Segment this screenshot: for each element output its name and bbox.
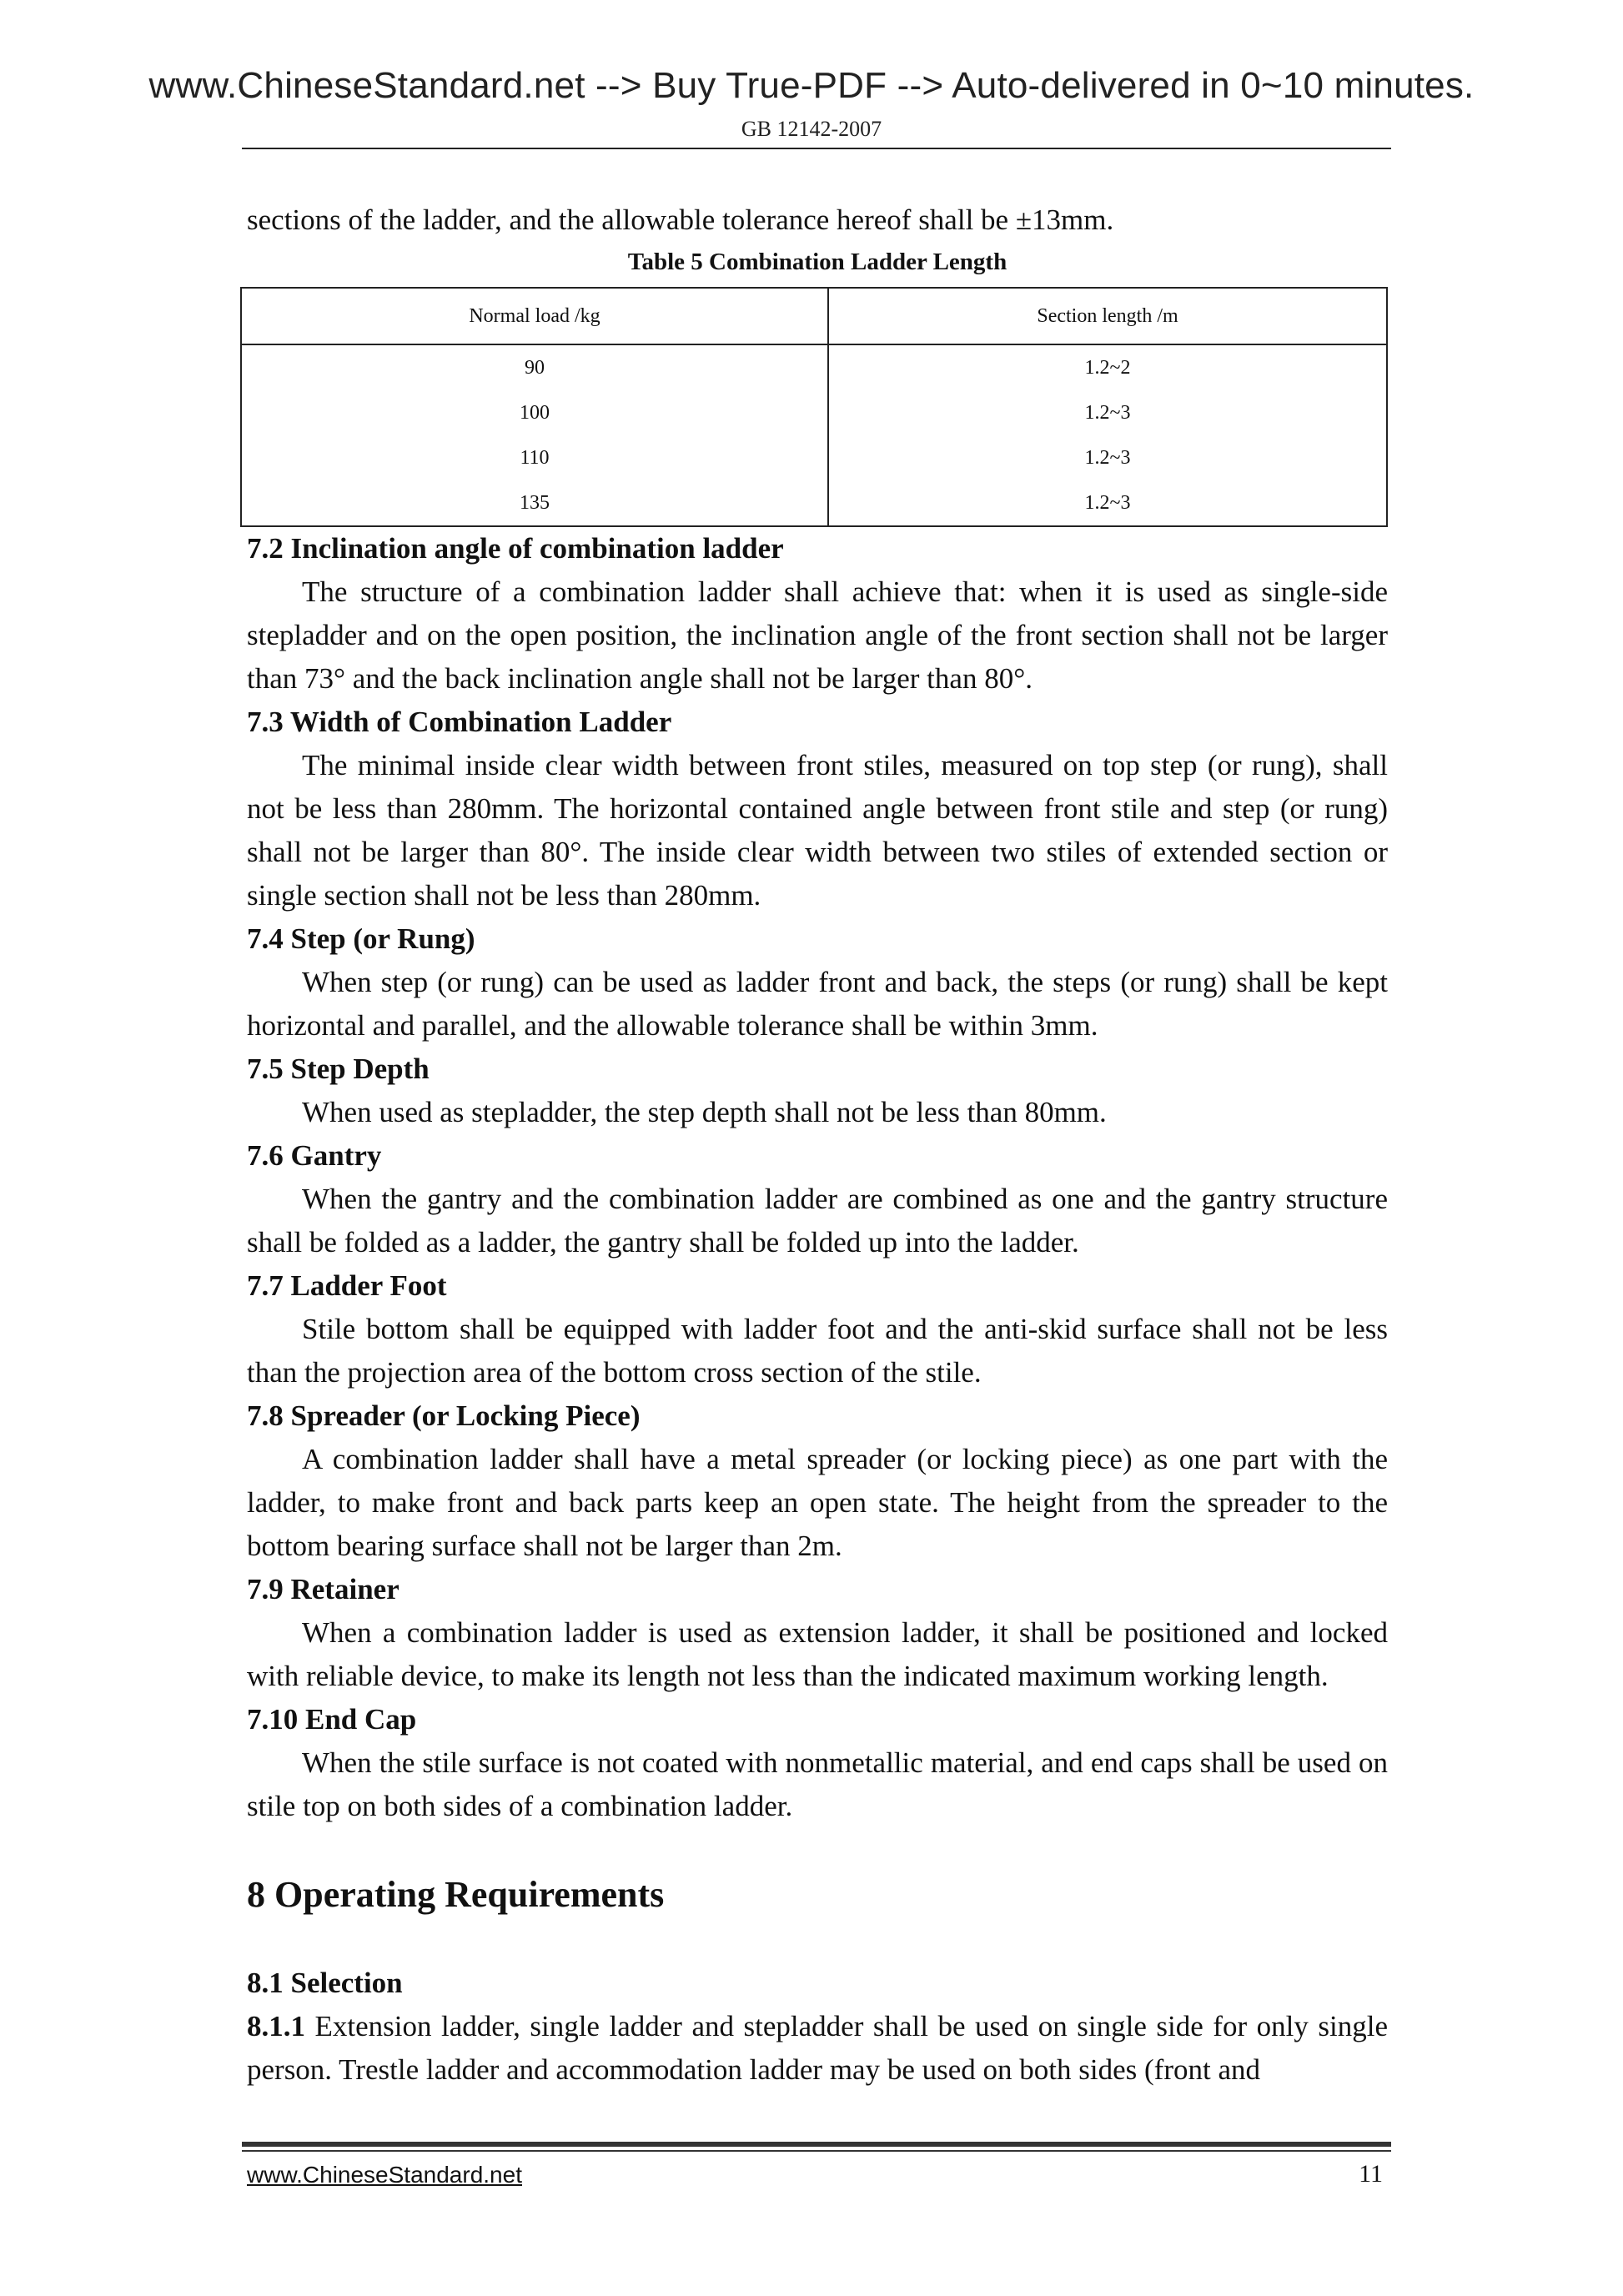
section-heading-7-10: 7.10 End Cap <box>247 1703 417 1736</box>
table-row <box>241 390 1387 435</box>
table-cell: 135 <box>241 480 828 526</box>
table-cell: 90 <box>241 344 828 390</box>
clause-8-1-1 <box>247 2005 1388 2092</box>
section-heading-7-4: 7.4 Step (or Rung) <box>247 922 475 955</box>
table-cell: 100 <box>241 390 828 435</box>
section-heading-8-1: 8.1 Selection <box>247 1967 403 1999</box>
section-text-7-2: The structure of a combination ladder shall achieve that: when it is used as single-side stepladder and on the open position, the inclination angle of the front section shall not be larger than 73° and the back inclination angle shall not be larger than 80°. <box>247 575 1388 695</box>
chapter-heading-8: 8 Operating Requirements <box>247 1874 665 1915</box>
section-text-7-10: When the stile surface is not coated with nonmetallic material, and end caps shall be used on stile top on both sides of a combination ladder. <box>247 1746 1388 1822</box>
section-heading-7-2: 7.2 Inclination angle of combination ladder <box>247 532 784 565</box>
table-caption: Table 5 Combination Ladder Length <box>627 249 1007 275</box>
table-row <box>241 480 1387 526</box>
section-text-7-7: Stile bottom shall be equipped with ladder foot and the anti-skid surface shall not be less than the projection area of the bottom cross section of the stile. <box>247 1313 1388 1389</box>
section-text-7-3: The minimal inside clear width between front stiles, measured on top step (or rung), shall not be less than 280mm. The horizontal contained angle between front stile and step (or rung) shall not be larger than 80°. The inside clear width between two stiles of extended section or single section shall not be less than 280mm. <box>247 749 1388 912</box>
section-heading-7-8: 7.8 Spreader (or Locking Piece) <box>247 1399 641 1432</box>
table-cell: 1.2~3 <box>828 390 1387 435</box>
standard-number: GB 12142-2007 <box>741 117 882 141</box>
header-banner[interactable]: www.ChineseStandard.net --> Buy True-PDF --> Auto-delivered in 0~10 minutes. <box>148 65 1475 106</box>
footer-link[interactable]: www.ChineseStandard.net <box>247 2162 522 2188</box>
table-header-row <box>241 288 1387 344</box>
table-cell: 1.2~2 <box>828 344 1387 390</box>
footer-rule-thick <box>242 2142 1391 2147</box>
header-rule <box>242 148 1391 149</box>
table-cell: 1.2~3 <box>828 480 1387 526</box>
section-text-7-8: A combination ladder shall have a metal spreader (or locking piece) as one part with the ladder, to make front and back parts keep an open state. The height from the spreader to the bottom bearing surface shall not be larger than 2m. <box>247 1443 1388 1562</box>
section-text-7-9: When a combination ladder is used as extension ladder, it shall be positioned and locked with reliable device, to make its length not less than the indicated maximum working length. <box>247 1616 1388 1692</box>
section-text-7-4: When step (or rung) can be used as ladder front and back, the steps (or rung) shall be kept horizontal and parallel, and the allowable tolerance shall be within 3mm. <box>247 966 1388 1042</box>
table-header-cell: Normal load /kg <box>241 288 828 344</box>
section-text-7-5: When used as stepladder, the step depth shall not be less than 80mm. <box>302 1096 1107 1128</box>
intro-line: sections of the ladder, and the allowable tolerance hereof shall be ±13mm. <box>247 203 1114 236</box>
combination-ladder-length-table <box>240 287 1388 527</box>
section-heading-7-7: 7.7 Ladder Foot <box>247 1269 447 1302</box>
table-row <box>241 344 1387 390</box>
page-content <box>247 198 1388 2092</box>
section-heading-7-3: 7.3 Width of Combination Ladder <box>247 706 672 738</box>
clause-text: Extension ladder, single ladder and stepladder shall be used on single side for only single person. Trestle ladder and accommodation ladder may be used on both sides (front and <box>247 2010 1388 2086</box>
table-row <box>241 435 1387 480</box>
section-text-7-6: When the gantry and the combination ladder are combined as one and the gantry structure shall be folded as a ladder, the gantry shall be folded up into the ladder. <box>247 1183 1388 1259</box>
table-cell: 110 <box>241 435 828 480</box>
table-header-cell: Section length /m <box>828 288 1387 344</box>
table-cell: 1.2~3 <box>828 435 1387 480</box>
page-number: 11 <box>1359 2160 1383 2188</box>
section-heading-7-6: 7.6 Gantry <box>247 1139 382 1172</box>
section-heading-7-9: 7.9 Retainer <box>247 1573 399 1605</box>
clause-number: 8.1.1 <box>247 2010 305 2042</box>
section-heading-7-5: 7.5 Step Depth <box>247 1053 430 1085</box>
footer-rule-thin <box>242 2150 1391 2152</box>
